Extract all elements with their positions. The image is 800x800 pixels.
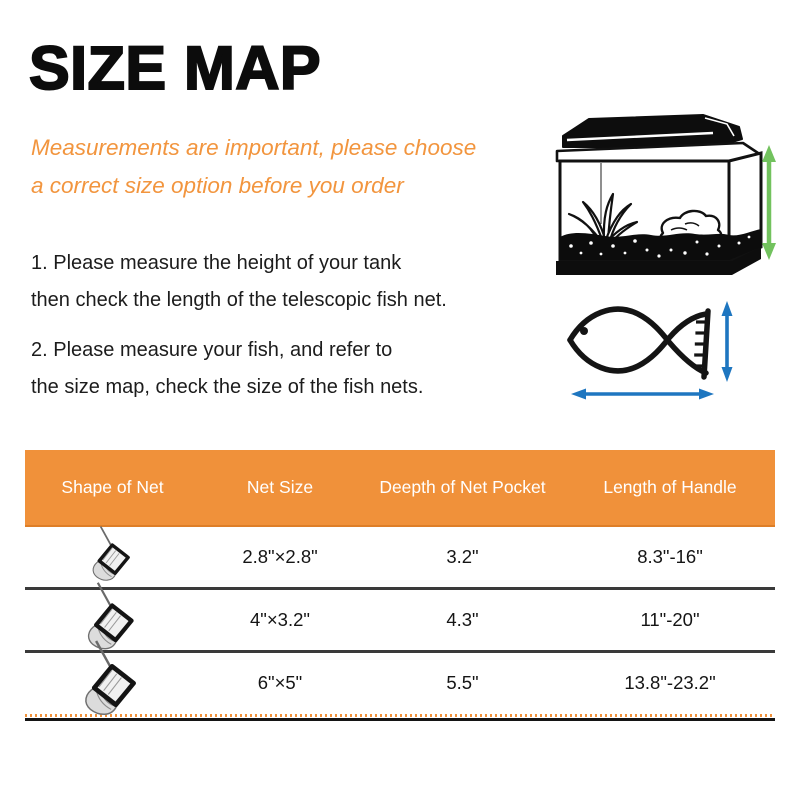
column-header-net-size: Net Size	[246, 477, 314, 497]
bottom-black-divider	[25, 718, 775, 721]
size-table-header-row	[25, 450, 775, 527]
size-table	[25, 450, 775, 721]
gravel	[560, 233, 729, 260]
net-size-value: 2.8"×2.8"	[242, 546, 318, 567]
fish-height-arrow-icon	[722, 301, 733, 382]
step2-line2: the size map, check the size of the fish nets.	[31, 376, 424, 398]
subtitle	[31, 129, 476, 205]
net-size-value: 6"×5"	[257, 672, 303, 693]
pocket-depth-value: 3.2"	[446, 546, 479, 567]
pocket-depth-value: 5.5"	[446, 672, 479, 693]
tank-hood	[563, 115, 742, 147]
step2-line1: 2. Please measure your fish, and refer to	[31, 339, 393, 361]
subtitle-line2: a correct size option before you order	[31, 173, 404, 198]
fish-outline	[570, 309, 708, 377]
instruction-step-1	[31, 245, 447, 319]
small-fish-net-icon	[91, 525, 135, 583]
column-header-pocket-depth: Deepth of Net Pocket	[379, 477, 546, 497]
fish-length-arrow-icon	[571, 389, 714, 400]
net-shape-cell	[25, 531, 200, 583]
net-shape-cell	[25, 649, 200, 718]
handle-length-value: 13.8"-23.2"	[624, 672, 716, 693]
instruction-step-2	[31, 332, 423, 406]
table-row-large-net	[25, 653, 775, 713]
large-fish-net-icon	[83, 639, 143, 718]
tank-height-arrow-icon	[762, 145, 776, 260]
handle-length-value: 8.3"-16"	[637, 546, 703, 567]
net-size-value: 4"×3.2"	[250, 609, 310, 630]
step1-line2: then check the length of the telescopic fish net.	[31, 289, 447, 311]
handle-length-value: 11"-20"	[640, 609, 700, 630]
aquarium-tank-illustration	[543, 106, 778, 291]
fish-illustration	[548, 293, 783, 408]
subtitle-line1: Measurements are important, please choose	[31, 135, 477, 160]
column-header-handle-length: Length of Handle	[603, 477, 737, 497]
column-header-shape-of-net: Shape of Net	[61, 477, 164, 497]
page-title: SIZE MAP	[29, 34, 322, 102]
pocket-depth-value: 4.3"	[446, 609, 479, 630]
fish-eye	[580, 327, 588, 335]
step1-line1: 1. Please measure the height of your tank	[31, 252, 402, 274]
tank-base	[556, 261, 732, 275]
